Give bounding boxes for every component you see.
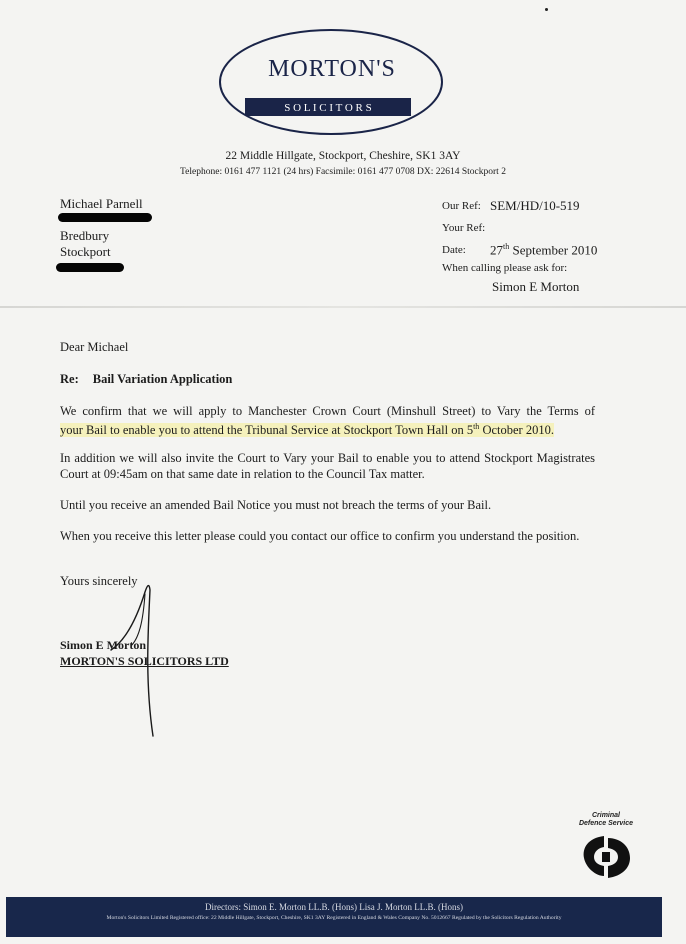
criminal-defence-service-logo	[566, 812, 646, 887]
redaction-bar	[56, 263, 124, 272]
cds-line-2: Defence Service	[578, 820, 634, 827]
recipient-block	[60, 196, 143, 260]
logo-name: MORTON'S	[268, 56, 396, 82]
recipient-line-stockport: Stockport	[60, 244, 111, 259]
cds-line-1: Criminal	[591, 812, 620, 819]
footer-band	[6, 897, 662, 937]
mortons-logo	[218, 28, 444, 136]
footer-directors: Directors: Simon E. Morton LL.B. (Hons) Lisa J. Morton LL.B. (Hons)	[205, 902, 463, 912]
paragraph-4: When you receive this letter please could you contact our office to confirm you understand the position.	[60, 529, 580, 543]
footer-registration: Morton's Solicitors Limited Registered office: 22 Middle Hillgate, Stockport, Cheshire, SK1 3AY Registered in England & Wales Company No. 5012667 Regulated by the Solicitors Regulation Authority	[106, 915, 562, 921]
closing: Yours sincerely	[60, 574, 138, 588]
contact-person: Simon E Morton	[492, 279, 580, 294]
paragraph-2: In addition we will also invite the Court to Vary your Bail to enable you to attend Stockport Magistrates Court at 09:45am on that same date in relation to the Council Tax matter.	[60, 451, 595, 481]
our-ref-value: SEM/HD/10-519	[490, 198, 580, 213]
redaction-bar	[58, 213, 152, 222]
recipient-name: Michael Parnell	[60, 196, 143, 211]
recipient-line-bredbury: Bredbury	[60, 228, 110, 243]
logo-subtitle: S O L I C I T O R S	[284, 102, 372, 114]
letter-date: 27th September 2010	[490, 242, 598, 258]
paragraph-1	[60, 403, 595, 438]
paragraph-1-line-1: We confirm that we will apply to Manchester Crown Court (Minshull Street) to Vary the Terms of	[60, 404, 595, 418]
date-label: Date:	[442, 244, 466, 256]
subject-text: Bail Variation Application	[92, 372, 233, 386]
signatory-firm: MORTON'S SOLICITORS LTD	[60, 654, 229, 668]
paper-speck	[545, 8, 548, 11]
paragraph-3: Until you receive an amended Bail Notice you must not breach the terms of your Bail.	[60, 498, 492, 512]
re-label: Re:	[60, 372, 79, 386]
paper-fold-line	[0, 306, 686, 308]
subject-line	[60, 372, 232, 387]
your-ref-label: Your Ref:	[442, 222, 486, 234]
calling-label: When calling please ask for:	[442, 262, 568, 274]
cds-emblem-icon	[578, 832, 634, 882]
our-ref-label: Our Ref:	[442, 200, 481, 212]
firm-contact-line: Telephone: 0161 477 1121 (24 hrs) Facsimile: 0161 477 0708 DX: 22614 Stockport 2	[180, 167, 506, 177]
paragraph-1-line-2: your Bail to enable you to attend the Tribunal Service at Stockport Town Hall on 5th October 2010.	[60, 422, 554, 438]
firm-address: 22 Middle Hillgate, Stockport, Cheshire, SK1 3AY	[225, 150, 461, 162]
signatory-name: Simon E Morton	[60, 638, 147, 652]
salutation: Dear Michael	[60, 340, 129, 354]
